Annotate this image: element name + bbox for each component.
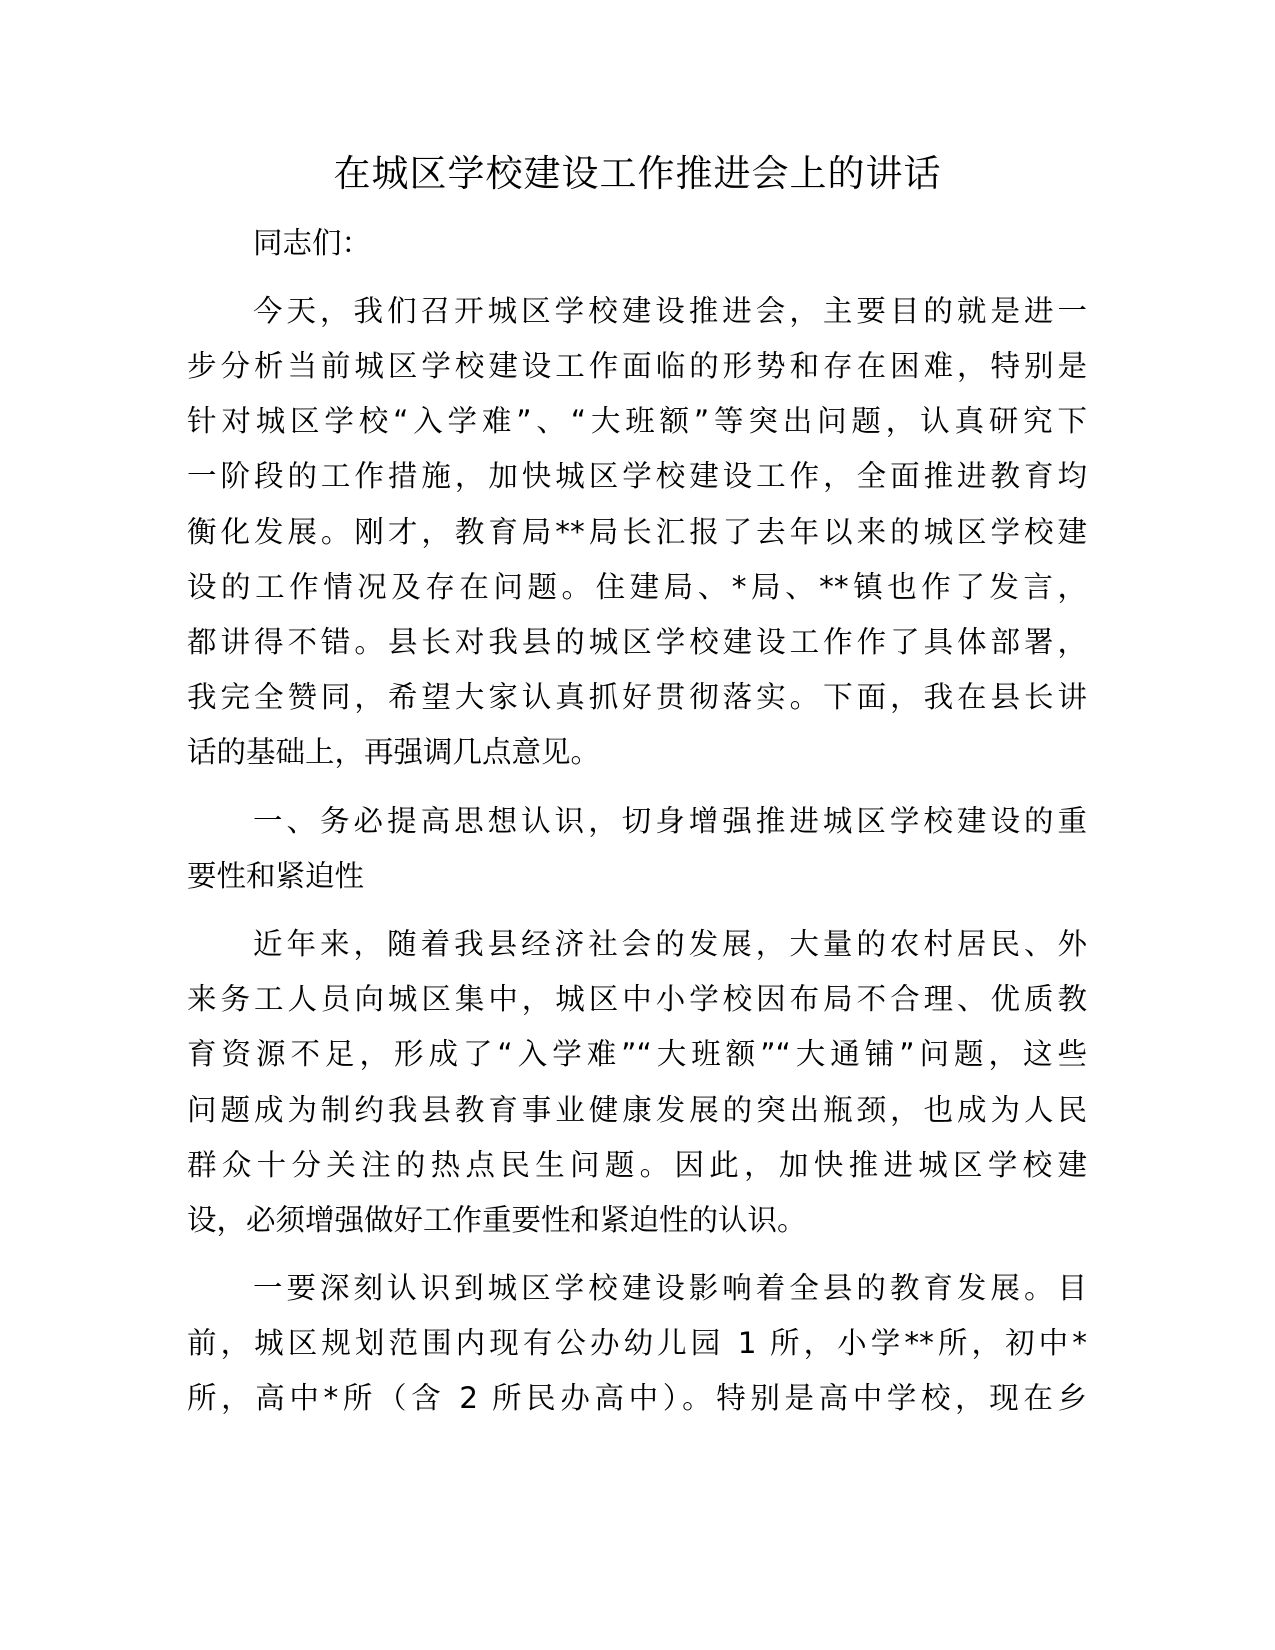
paragraph-line: 设，必须增强做好工作重要性和紧迫性的认识。	[187, 1203, 807, 1237]
section-heading-line: 一、务必提高思想认识，切身增强推进城区学校建设的重	[253, 804, 1087, 838]
paragraph-line: 步分析当前城区学校建设工作面临的形势和存在困难，特别是	[187, 349, 1087, 383]
paragraph-line: 育资源不足，形成了“入学难”“大班额”“大通铺”问题，这些	[187, 1037, 1087, 1071]
paragraph-line: 问题成为制约我县教育事业健康发展的突出瓶颈，也成为人民	[187, 1093, 1087, 1127]
paragraph-line: 都讲得不错。县长对我县的城区学校建设工作作了具体部署，	[187, 625, 1087, 659]
paragraph-line: 针对城区学校“入学难”、“大班额”等突出问题，认真研究下	[187, 404, 1087, 438]
paragraph-line: 一要深刻认识到城区学校建设影响着全县的教育发展。目	[253, 1271, 1087, 1305]
paragraph-line: 一阶段的工作措施，加快城区学校建设工作，全面推进教育均	[187, 459, 1087, 493]
paragraph-line: 来务工人员向城区集中，城区中小学校因布局不合理、优质教	[187, 982, 1087, 1016]
paragraph-line: 衡化发展。刚才，教育局**局长汇报了去年以来的城区学校建	[187, 515, 1087, 549]
paragraph-line: 前，城区规划范围内现有公办幼儿园 1 所，小学**所，初中*	[187, 1326, 1087, 1360]
document-title: 在城区学校建设工作推进会上的讲话	[333, 152, 942, 195]
paragraph-line: 我完全赞同，希望大家认真抓好贯彻落实。下面，我在县长讲	[187, 680, 1087, 714]
section-heading-line: 要性和紧迫性	[187, 859, 365, 893]
paragraph-line: 话的基础上，再强调几点意见。	[187, 735, 601, 769]
paragraph-line: 今天，我们召开城区学校建设推进会，主要目的就是进一	[253, 294, 1087, 328]
paragraph-line: 设的工作情况及存在问题。住建局、*局、**镇也作了发言，	[187, 570, 1087, 604]
paragraph-line: 近年来，随着我县经济社会的发展，大量的农村居民、外	[253, 927, 1087, 961]
paragraph-line: 所，高中*所（含 2 所民办高中）。特别是高中学校，现在乡	[187, 1381, 1087, 1415]
paragraph-line: 群众十分关注的热点民生问题。因此，加快推进城区学校建	[187, 1148, 1087, 1182]
salutation: 同志们：	[253, 226, 372, 260]
